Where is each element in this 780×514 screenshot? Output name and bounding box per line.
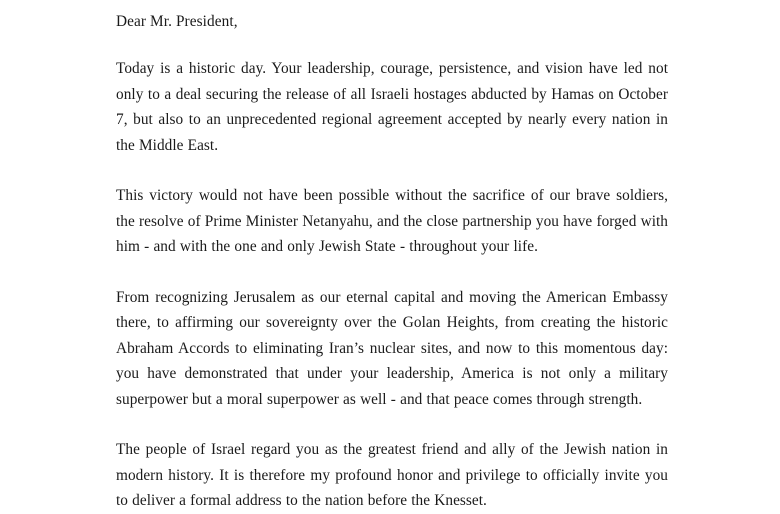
paragraph-spacer [116,29,668,56]
paragraph-spacer [116,260,668,285]
letter-paragraph-4: The people of Israel regard you as the greatest friend and ally of the Jewish nation in modern history. It is therefore my profound honor and privilege to officially invite you to deliver a formal address to the nation before the Knesset. [116,441,668,510]
letter-paragraph-3: From recognizing Jerusalem as our eternal capital and moving the American Embassy there, to affirming our sovereignty over the Golan Heights, from creating the historic Abraham Accords to eliminating Iran’s nuclear sites, and now to this momentous day: you have demonstrated that under your leadership, America is not only a military superpower but a moral superpower as well - and that peace comes through strength. [116,288,668,408]
letter-paragraph-1: Today is a historic day. Your leadership, courage, persistence, and vision have led not only to a deal securing the release of all Israeli hostages abducted by Hamas on October 7, but also to an unprecedented regional agreement accepted by nearly every nation in the Middle East. [116,60,668,154]
letter-salutation: Dear Mr. President, [116,13,238,30]
paragraph-spacer [116,412,668,437]
paragraph-spacer [116,158,668,183]
letter-paragraph-2: This victory would not have been possible without the sacrifice of our brave soldiers, the resolve of Prime Minister Netanyahu, and the close partnership you have forged with him - and with the one and only Jewish State - throughout your life. [116,187,668,256]
letter-body [116,8,668,514]
